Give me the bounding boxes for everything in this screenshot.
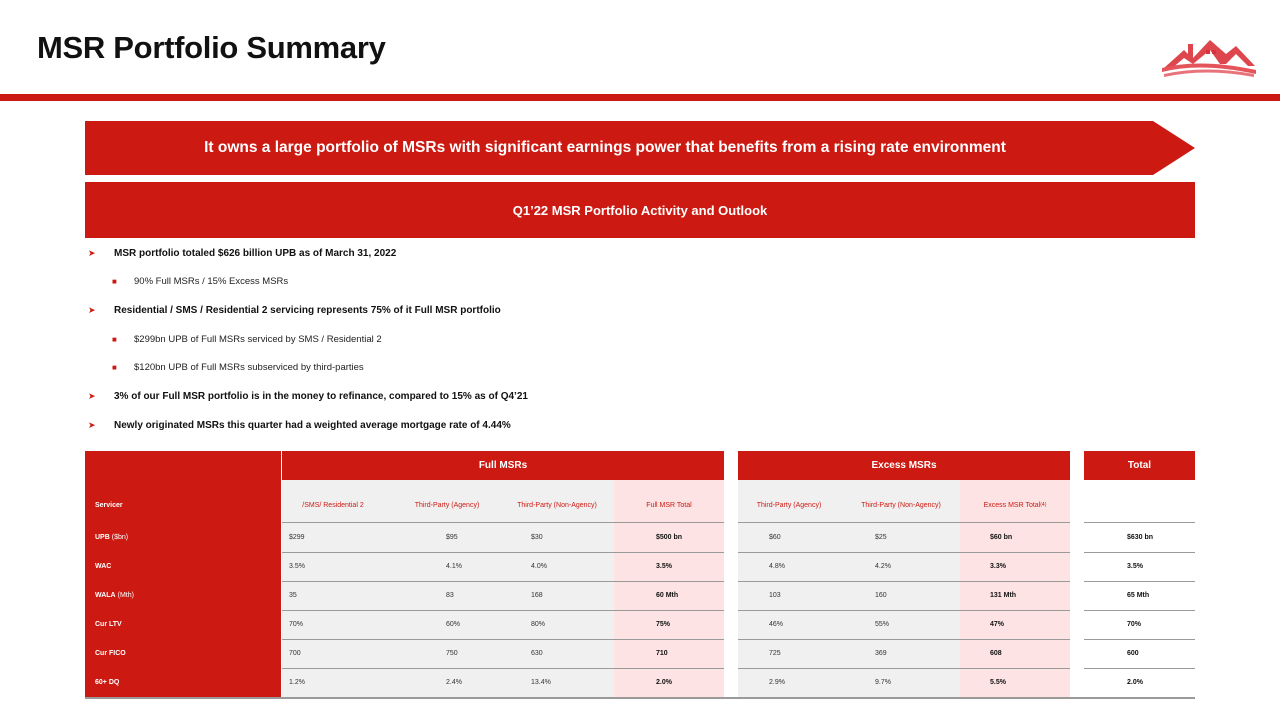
table-cell: 2.4%	[446, 679, 462, 686]
bullet-item: ➤ 3% of our Full MSR portfolio is in the money to refinance, compared to 15% as of Q4’21	[88, 391, 528, 402]
row-divider	[738, 610, 1070, 611]
total-header: Total	[1084, 451, 1195, 480]
table-cell: 725	[769, 650, 781, 657]
table-cell: $60	[769, 534, 781, 541]
arrow-bullet-icon: ➤	[88, 248, 96, 258]
row-divider	[738, 668, 1070, 669]
bullet-item: ➤ Newly originated MSRs this quarter had a weighted average mortgage rate of 4.44%	[88, 420, 511, 431]
table-cell: 55%	[875, 621, 890, 628]
table-cell: 168	[531, 592, 543, 599]
table-cell: 70%	[289, 621, 304, 628]
table-cell: 630	[531, 650, 543, 657]
table-cell: 750	[446, 650, 458, 657]
page-title: MSR Portfolio Summary	[37, 30, 386, 65]
col-excess-msr-total: Excess MSR Total (4)	[983, 501, 1047, 509]
row-label: WAC	[95, 563, 112, 570]
sub-bullet-item: ■ $120bn UPB of Full MSRs subserviced by third-parties	[88, 362, 364, 373]
table-cell: 13.4%	[531, 679, 551, 686]
table-bottom-border	[85, 697, 1195, 699]
table-cell: 160	[875, 592, 887, 599]
header-divider	[738, 522, 1070, 523]
table-cell: 131 Mth	[990, 592, 1017, 599]
table-cell: 700	[289, 650, 301, 657]
table-cell: $30	[531, 534, 543, 541]
table-cell: 9.7%	[875, 679, 891, 686]
arrow-bullet-icon: ➤	[88, 420, 96, 430]
table-cell: 369	[875, 650, 887, 657]
table-cell: 608	[990, 650, 1002, 657]
row-divider	[738, 639, 1070, 640]
servicer-label: Servicer	[95, 501, 123, 509]
table-cell: 4.1%	[446, 563, 462, 570]
header-rule	[0, 94, 1280, 101]
table-cell: $95	[446, 534, 458, 541]
arrow-bullet-icon: ➤	[88, 391, 96, 401]
table-cell: $630 bn	[1127, 534, 1154, 541]
table-cell: 3.5%	[289, 563, 305, 570]
table-cell: 2.9%	[769, 679, 785, 686]
table-cell: 60%	[446, 621, 461, 628]
excess-msrs-header: Excess MSRs	[738, 451, 1070, 480]
table-cell: 4.8%	[769, 563, 785, 570]
table-cell: 600	[1127, 650, 1139, 657]
table-cell: $25	[875, 534, 887, 541]
table-cell: 80%	[531, 621, 546, 628]
full-msrs-header: Full MSRs	[282, 451, 724, 480]
table-cell: 2.0%	[1127, 679, 1143, 686]
table-cell: $299	[289, 534, 305, 541]
msr-summary-table	[85, 451, 1195, 699]
table-cell: 35	[289, 592, 297, 599]
banner-text: It owns a large portfolio of MSRs with significant earnings power that benefits from a rising rate environment	[204, 139, 1006, 156]
col-excess-third-party-non-agency: Third-Party (Non-Agency)	[861, 501, 941, 509]
table-cell: $60 bn	[990, 534, 1013, 541]
table-cell: 2.0%	[656, 679, 672, 686]
house-roof-logo-icon	[1160, 32, 1258, 78]
sub-bullet-item: ■ $299bn UPB of Full MSRs serviced by SMS / Residential 2	[88, 334, 382, 345]
table-cell: 4.2%	[875, 563, 891, 570]
arrow-bullet-icon: ➤	[88, 305, 96, 315]
table-cell: 3.5%	[1127, 563, 1143, 570]
row-divider	[738, 581, 1070, 582]
section-title: Q1’22 MSR Portfolio Activity and Outlook	[85, 182, 1195, 238]
bullet-item: ➤ Residential / SMS / Residential 2 servicing represents 75% of it Full MSR portfolio	[88, 305, 501, 316]
headline-banner	[85, 121, 1195, 175]
table-cell: 5.5%	[990, 679, 1006, 686]
table-cell: 3.5%	[656, 563, 672, 570]
sub-bullet-item: ■ 90% Full MSRs / 15% Excess MSRs	[88, 276, 288, 287]
table-cell: 3.3%	[990, 563, 1006, 570]
table-cell: 1.2%	[289, 679, 305, 686]
table-cell: 710	[656, 650, 668, 657]
table-cell: 70%	[1127, 621, 1142, 628]
row-label: WALA (Mth)	[95, 592, 134, 599]
row-label: UPB ($bn)	[95, 534, 129, 541]
table-cell: 4.0%	[531, 563, 547, 570]
table-cell: 75%	[656, 621, 671, 628]
dot-bullet-icon: ■	[112, 363, 117, 372]
dot-bullet-icon: ■	[112, 335, 117, 344]
col-full-msr-total: Full MSR Total	[646, 501, 692, 509]
bullet-item: ➤ MSR portfolio totaled $626 billion UPB as of March 31, 2022	[88, 248, 397, 259]
table-cell: $500 bn	[656, 534, 683, 541]
table-cell: 83	[446, 592, 454, 599]
col-full-third-party-non-agency: Third-Party (Non-Agency)	[517, 501, 597, 509]
dot-bullet-icon: ■	[112, 277, 117, 286]
col-sms-residential2: /SMS/ Residential 2	[302, 501, 364, 509]
row-label: Cur LTV	[95, 621, 122, 628]
table-cell: 65 Mth	[1127, 592, 1150, 599]
table-cell: 60 Mth	[656, 592, 679, 599]
col-full-third-party-agency: Third-Party (Agency)	[414, 501, 480, 509]
table-cell: 103	[769, 592, 781, 599]
row-label: 60+ DQ	[95, 679, 120, 686]
table-cell: 47%	[990, 621, 1005, 628]
row-divider	[738, 552, 1070, 553]
row-label: Cur FICO	[95, 650, 126, 657]
col-excess-third-party-agency: Third-Party (Agency)	[756, 501, 822, 509]
table-cell: 46%	[769, 621, 784, 628]
row-divider	[1084, 639, 1195, 640]
